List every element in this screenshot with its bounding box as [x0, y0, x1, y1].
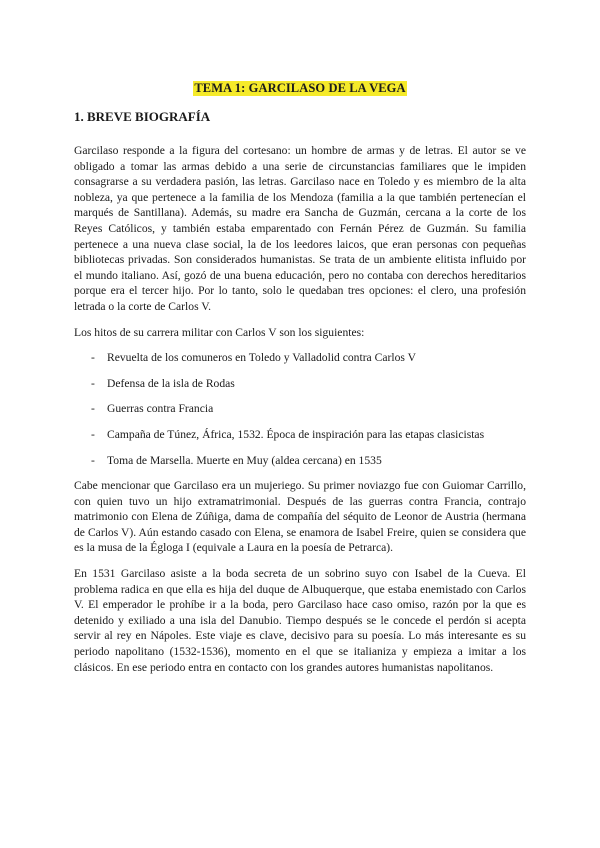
section-heading: 1. BREVE BIOGRAFÍA [74, 109, 211, 124]
paragraph-naples: En 1531 Garcilaso asiste a la boda secreta de un sobrino suyo con Isabel de la Cueva. El problema radica en que ella es hija del duque de Albuquerque, que estaba enemistado con Carlos V. El emperador le prohíbe ir a la boda, pero Garcilaso hace caso omiso, razón por la que es detenido y exiliado a una isla del Danubio. Tiempo después se le concede el perdón si acepta servir al rey en Nápoles. Este viaje es clave, decisivo para su poesía. Lo más interesante es su periodo napolitano (1532-1536), momento en el que se italianiza y empieza a imitar a los clásicos. En ese periodo entra en contacto con los grandes autores humanistas napolitanos. [74, 567, 526, 674]
list-item-text: Guerras contra Francia [107, 402, 214, 416]
paragraph-love-life: Cabe mencionar que Garcilaso era un mujeriego. Su primer noviazgo fue con Guiomar Carrillo, con quien tuvo un hijo extramatrimonial. Después de las guerras contra Francia, contrajo matrimonio con Elena de Zúñiga, dama de compañía del séquito de Leonor de Austria (hermana de Carlos V). Aún estando casado con Elena, se enamora de Isabel Freire, quien se considera que es la musa de la Égloga I (equivale a Laura en la poesía de Petrarca). [74, 479, 526, 555]
list-item [74, 453, 526, 469]
title-wrap [74, 0, 526, 101]
list-marker: - [91, 351, 95, 365]
document-title: TEMA 1: GARCILASO DE LA VEGA [194, 81, 406, 95]
list-item-text: Toma de Marsella. Muerte en Muy (aldea cercana) en 1535 [107, 453, 382, 467]
list-item [74, 350, 526, 366]
list-item-text: Defensa de la isla de Rodas [107, 376, 235, 390]
list-marker: - [91, 402, 95, 416]
list-marker: - [91, 376, 95, 390]
list-item [74, 376, 526, 392]
list-item-text: Revuelta de los comuneros en Toledo y Valladolid contra Carlos V [107, 351, 416, 365]
list-item [74, 427, 526, 443]
paragraph-military-intro: Los hitos de su carrera militar con Carlos V son los siguientes: [74, 325, 365, 339]
list-marker: - [91, 427, 95, 441]
military-milestones-list [74, 350, 526, 468]
list-item-text: Campaña de Túnez, África, 1532. Época de inspiración para las etapas clasicistas [107, 427, 485, 441]
paragraph-biography: Garcilaso responde a la figura del cortesano: un hombre de armas y de letras. El autor se ve obligado a tomar las armas debido a una serie de circunstancias familiares que le impiden consagrarse a su verdadera pasión, las letras. Garcilaso nace en Toledo y es miembro de la alta nobleza, ya que pertenece a la familia de los Mendoza (familia a la que también pertenecían el marqués de Santillana). Además, su madre era Sancha de Guzmán, cercana a la corte de los Reyes Católicos, y también estaba emparentado con Fernán Pérez de Guzmán. Su familia pertenece a una nueva clase social, la de los leedores laicos, que eran personas con pequeñas bibliotecas privadas. Son considerados humanistas. Se trata de un ambiente elitista influido por el mundo italiano. Así, gozó de una buena educación, pero no contaba con derechos hereditarios porque era el tercer hijo. Por lo tanto, solo le quedaban tres opciones: el clero, una profesión letrada o la corte de Carlos V. [74, 144, 526, 313]
list-marker: - [91, 453, 95, 467]
list-item [74, 401, 526, 417]
